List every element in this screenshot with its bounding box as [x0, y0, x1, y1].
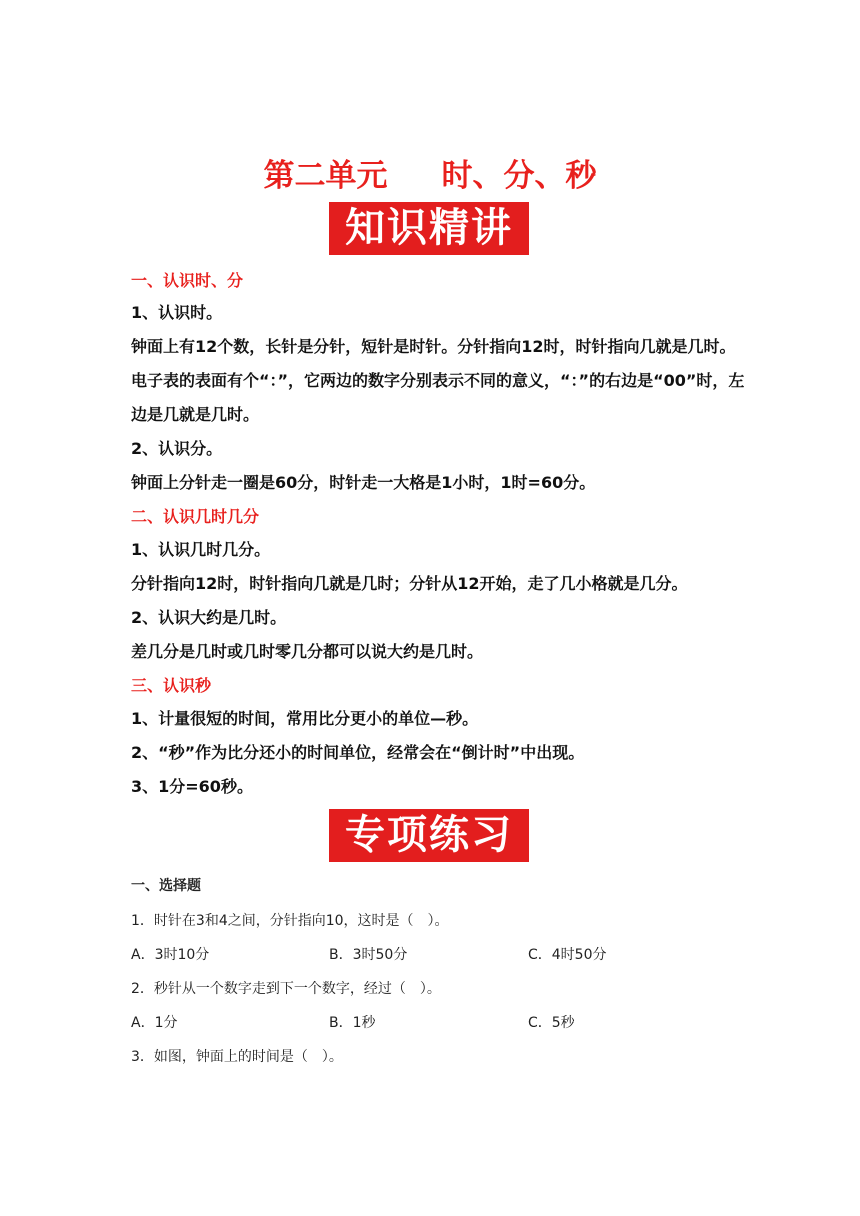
option-a: A．3时10分 [131, 947, 210, 963]
banner-exercise: 专项练习 [329, 809, 529, 862]
option-b: B．3时50分 [329, 947, 408, 963]
section-heading-3: 三、认识秒 [131, 676, 212, 695]
question-1: 1．时针在3和4之间，分针指向10，这时是（ ）。 [131, 913, 449, 929]
item-text: 差几分是几时或几时零几分都可以说大约是几时。 [131, 642, 484, 661]
item-line: 2、“秒”作为比分还小的时间单位，经常会在“倒计时”中出现。 [131, 743, 585, 762]
item-text: 钟面上分针走一圈是60分，时针走一大格是1小时，1时=60分。 [131, 473, 596, 492]
banner-knowledge: 知识精讲 [329, 202, 529, 255]
item-label: 1、认识时。 [131, 303, 223, 322]
section-heading-2: 二、认识几时几分 [131, 507, 260, 526]
option-a: A．1分 [131, 1015, 178, 1031]
item-label: 2、认识分。 [131, 439, 223, 458]
option-c: C．4时50分 [528, 947, 607, 963]
item-text: 钟面上有12个数，长针是分针，短针是时针。分针指向12时，时针指向几就是几时。电子表的表面有个“：”，它两边的数字分别表示不同的意义，“：”的右边是“00”时，左边是几就是几时。 [131, 337, 745, 424]
page-title: 第二单元 时、分、秒 [263, 158, 597, 194]
question-2: 2．秒针从一个数字走到下一个数字，经过（ ）。 [131, 981, 441, 997]
option-c: C．5秒 [528, 1015, 575, 1031]
exercise-heading: 一、选择题 [131, 878, 201, 894]
item-text: 分针指向12时，时针指向几就是几时；分针从12开始，走了几小格就是几分。 [131, 574, 688, 593]
item-label: 1、认识几时几分。 [131, 540, 271, 559]
option-b: B．1秒 [329, 1015, 376, 1031]
item-line: 3、1分=60秒。 [131, 777, 253, 796]
item-label: 2、认识大约是几时。 [131, 608, 287, 627]
item-line: 1、计量很短的时间，常用比分更小的单位—秒。 [131, 709, 479, 728]
question-3: 3．如图，钟面上的时间是（ ）。 [131, 1049, 343, 1065]
section-heading-1: 一、认识时、分 [131, 271, 244, 290]
